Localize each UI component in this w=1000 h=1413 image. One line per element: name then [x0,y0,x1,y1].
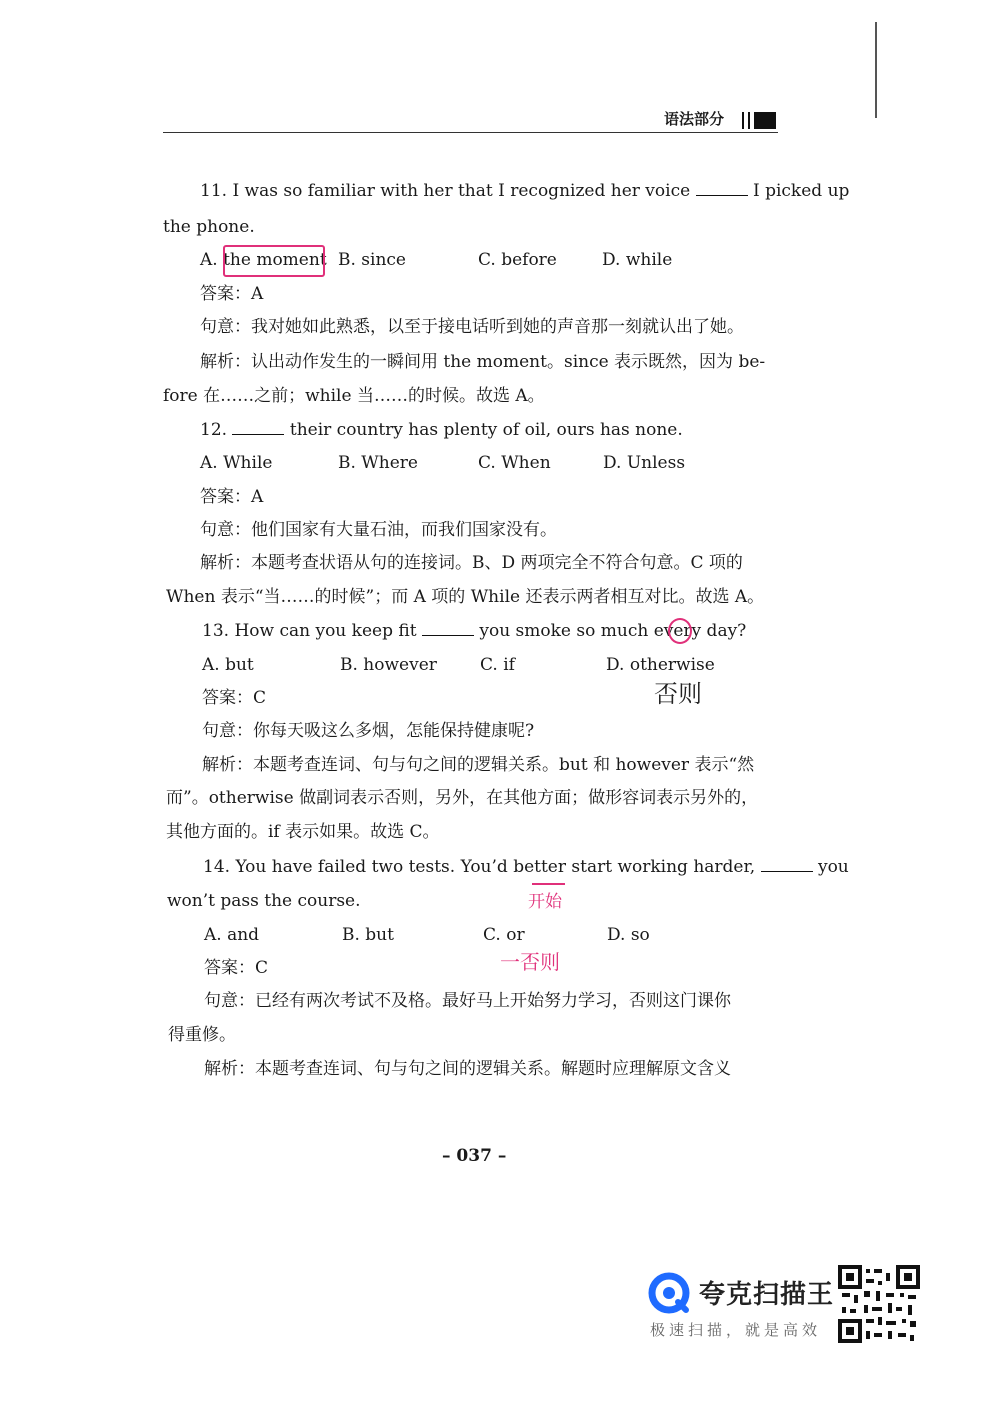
q13-meaning: 句意：你每天吸这么多烟，怎能保持健康呢? [202,721,535,741]
q12-option-a: A. While [200,453,273,473]
handwritten-box-mark [223,245,325,277]
q14-analysis-line1: 解析：本题考查连词、句与句之间的逻辑关系。解题时应理解原文含义 [204,1059,731,1079]
q11-meaning: 句意：我对她如此熟悉，以至于接电话听到她的声音那一刻就认出了她。 [200,317,744,337]
handwritten-underline-mark [532,883,565,885]
q13-stem: 13. How can you keep fit you smoke so much every day? [202,621,747,641]
qr-code-icon [838,1265,920,1343]
q14-option-d: D. so [607,925,650,945]
q12-analysis-line1: 解析：本题考查状语从句的连接词。B、D 两项完全不符合句意。C 项的 [200,553,743,573]
scan-edge-line [875,22,877,118]
handwritten-note-fouze: 否则 [654,680,702,708]
handwritten-circle-mark [668,618,692,644]
q14-option-c: C. or [483,925,525,945]
page-number: – 037 – [442,1146,507,1166]
q14-meaning-line1: 句意：已经有两次考试不及格。最好马上开始努力学习，否则这门课你 [204,991,731,1011]
answer-blank [696,180,748,196]
q11-option-a: A. the moment [200,250,327,270]
handwritten-note-kaishi: 开始 [528,892,562,912]
q13-option-d: D. otherwise [606,655,715,675]
handwritten-note-fouze-pink: 一否则 [500,950,560,974]
q11-option-d: D. while [602,250,673,270]
q14-option-b: B. but [342,925,394,945]
scanner-slogan: 极速扫描，就是高效 [650,1321,822,1339]
q14-meaning-line2: 得重修。 [168,1025,236,1045]
section-header-title: 语法部分 [664,110,725,128]
q13-analysis-line3: 其他方面的。if 表示如果。故选 C。 [166,822,440,842]
q11-answer: 答案：A [200,284,264,304]
q11-analysis-line1: 解析：认出动作发生的一瞬间用 the moment。since 表示既然，因为 be- [200,352,766,372]
answer-blank [761,856,813,872]
q12-option-d: D. Unless [603,453,686,473]
answer-blank [232,419,284,435]
q12-answer: 答案：A [200,487,264,507]
q11-option-b: B. since [338,250,406,270]
q14-stem-line1: 14. You have failed two tests. You’d better start working harder, you [203,857,849,877]
q13-option-a: A. but [202,655,254,675]
q12-option-b: B. Where [338,453,418,473]
scanner-logo-icon [648,1272,690,1314]
q12-analysis-line2: When 表示“当……的时候”；而 A 项的 While 还表示两者相互对比。故选 A。 [166,587,765,607]
q11-analysis-line2: fore 在……之前；while 当……的时候。故选 A。 [163,386,545,406]
q13-analysis-line1: 解析：本题考查连词、句与句之间的逻辑关系。but 和 however 表示“然 [202,755,755,775]
q14-stem-line2: won’t pass the course. [167,891,361,911]
q13-analysis-line2: 而”。otherwise 做副词表示否则，另外，在其他方面；做形容词表示另外的， [166,788,759,808]
q11-option-c: C. before [478,250,557,270]
q14-option-a: A. and [204,925,260,945]
q13-answer: 答案：C [202,688,267,708]
header-divider [163,132,778,133]
answer-blank [422,620,474,636]
q11-stem-line2: the phone. [163,217,255,237]
q13-option-b: B. however [340,655,437,675]
q11-stem-line1: 11. I was so familiar with her that I recognized her voice I picked up [200,181,850,201]
scanner-brand-name: 夸克扫描王 [699,1280,835,1310]
q13-option-c: C. if [480,655,515,675]
q12-stem: 12. their country has plenty of oil, ours has none. [200,420,683,440]
q12-meaning: 句意：他们国家有大量石油，而我们国家没有。 [200,520,557,540]
q14-answer: 答案：C [204,958,269,978]
q12-option-c: C. When [478,453,551,473]
